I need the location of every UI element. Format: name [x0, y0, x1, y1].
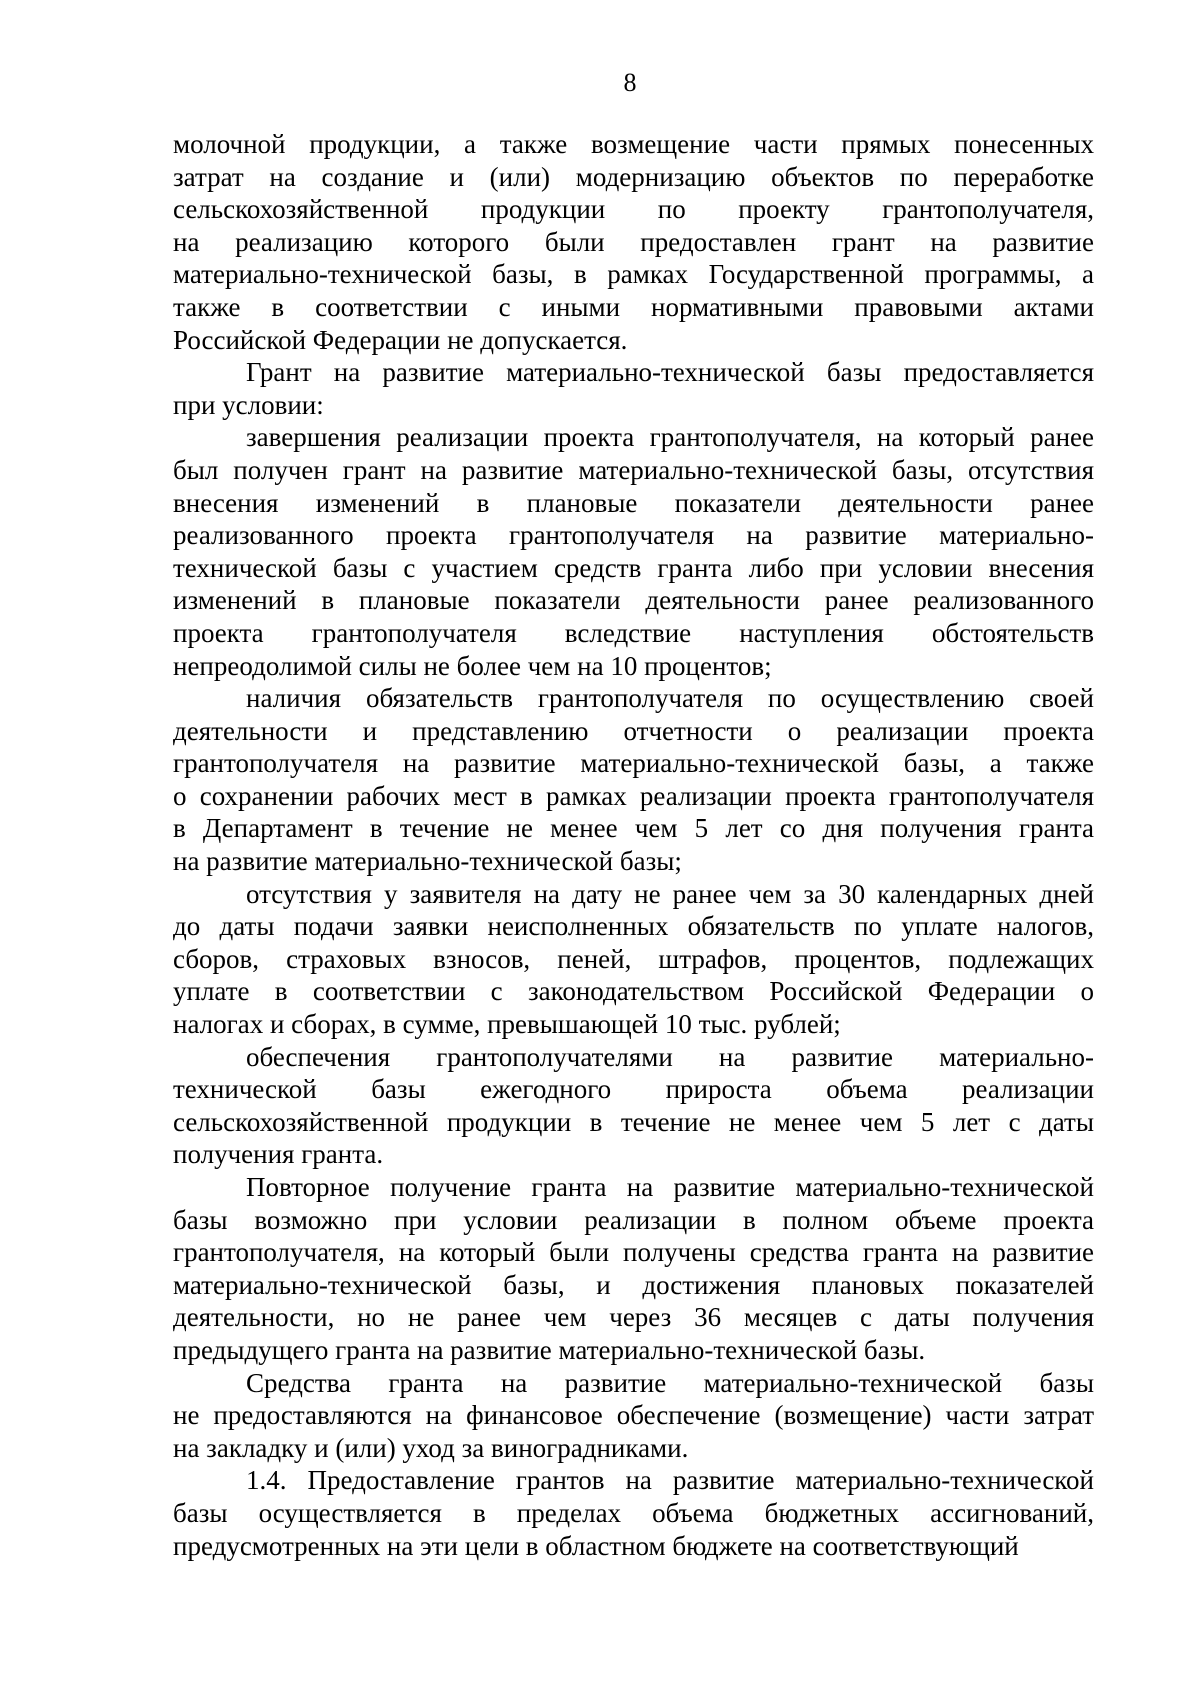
text-line: реализованного проекта грантополучателя на развитие материально-: [173, 520, 1094, 551]
text-line: деятельности, но не ранее чем через 36 месяцев с даты получения: [173, 1302, 1094, 1333]
text-line: наличия обязательств грантополучателя по осуществлению своей: [246, 683, 1094, 714]
text-line: базы возможно при условии реализации в полном объеме проекта: [173, 1204, 1094, 1235]
text-line: на реализацию которого были предоставлен грант на развитие: [173, 226, 1094, 257]
text-line: на закладку и (или) уход за виноградниками.: [173, 1432, 689, 1463]
text-line: не предоставляются на финансовое обеспечение (возмещение) части затрат: [173, 1400, 1094, 1431]
paragraph: [173, 1464, 1094, 1562]
text-line: Повторное получение гранта на развитие материально-технической: [246, 1172, 1094, 1202]
text-line: технической базы с участием средств гранта либо при условии внесения: [173, 552, 1094, 583]
text-line: завершения реализации проекта грантополучателя, на который ранее: [246, 422, 1094, 453]
page-number: 8: [623, 68, 637, 97]
text-line: отсутствия у заявителя на дату не ранее чем за 30 календарных дней: [246, 878, 1094, 909]
text-line: Средства гранта на развитие материально-технической базы: [246, 1367, 1094, 1398]
text-line: 1.4. Предоставление грантов на развитие материально-технической: [246, 1465, 1094, 1496]
document-body: [173, 128, 1094, 1562]
paragraph: [173, 356, 1094, 421]
text-line: получения гранта.: [173, 1139, 384, 1170]
text-line: непреодолимой силы не более чем на 10 процентов;: [173, 650, 772, 681]
text-line: деятельности и представлению отчетности о реализации проекта: [173, 715, 1094, 746]
text-line: в Департамент в течение не менее чем 5 лет со дня получения гранта: [173, 813, 1094, 844]
text-line: проекта грантополучателя вследствие наступления обстоятельств: [173, 617, 1094, 648]
paragraph: [173, 1041, 1094, 1171]
paragraph: [173, 878, 1094, 1041]
text-line: предусмотренных на эти цели в областном бюджете на соответствующий: [173, 1530, 1019, 1561]
text-line: был получен грант на развитие материально-технической базы, отсутствия: [173, 454, 1094, 485]
text-line: при условии:: [173, 389, 324, 420]
text-line: уплате в соответствии с законодательством Российской Федерации о: [173, 976, 1094, 1007]
text-line: Грант на развитие материально-технической базы предоставляется: [246, 357, 1094, 388]
text-line: молочной продукции, а также возмещение части прямых понесенных: [173, 129, 1094, 159]
text-line: грантополучателя на развитие материально-технической базы, а также: [173, 748, 1094, 779]
text-line: материально-технической базы, и достижения плановых показателей: [173, 1269, 1094, 1300]
paragraph: [173, 1367, 1094, 1465]
text-line: налогах и сборах, в сумме, превышающей 10 тыс. рублей;: [173, 1009, 841, 1040]
text-line: Российской Федерации не допускается.: [173, 324, 628, 355]
text-line: о сохранении рабочих мест в рамках реализации проекта грантополучателя: [173, 780, 1094, 811]
text-line: до даты подачи заявки неисполненных обязательств по уплате налогов,: [173, 911, 1094, 942]
text-line: сборов, страховых взносов, пеней, штрафов, процентов, подлежащих: [173, 943, 1094, 974]
paragraph: [173, 421, 1094, 682]
text-line: базы осуществляется в пределах объема бюджетных ассигнований,: [173, 1497, 1094, 1528]
text-line: затрат на создание и (или) модернизацию объектов по переработке: [173, 161, 1094, 192]
text-line: изменений в плановые показатели деятельности ранее реализованного: [173, 585, 1094, 616]
text-line: внесения изменений в плановые показатели деятельности ранее: [173, 487, 1094, 518]
text-line: предыдущего гранта на развитие материально-технической базы.: [173, 1334, 926, 1365]
paragraph: [173, 128, 1094, 356]
text-line: также в соответствии с иными нормативными правовыми актами: [173, 291, 1094, 322]
text-line: сельскохозяйственной продукции по проекту грантополучателя,: [173, 194, 1094, 225]
paragraph: [173, 1171, 1094, 1367]
text-line: технической базы ежегодного прироста объема реализации: [173, 1074, 1094, 1105]
text-line: сельскохозяйственной продукции в течение не менее чем 5 лет с даты: [173, 1106, 1094, 1137]
paragraph: [173, 682, 1094, 878]
text-line: грантополучателя, на который были получены средства гранта на развитие: [173, 1237, 1094, 1268]
text-line: обеспечения грантополучателями на развитие материально-: [246, 1041, 1094, 1072]
text-line: материально-технической базы, в рамках Государственной программы, а: [173, 259, 1094, 290]
text-line: на развитие материально-технической базы;: [173, 846, 682, 877]
